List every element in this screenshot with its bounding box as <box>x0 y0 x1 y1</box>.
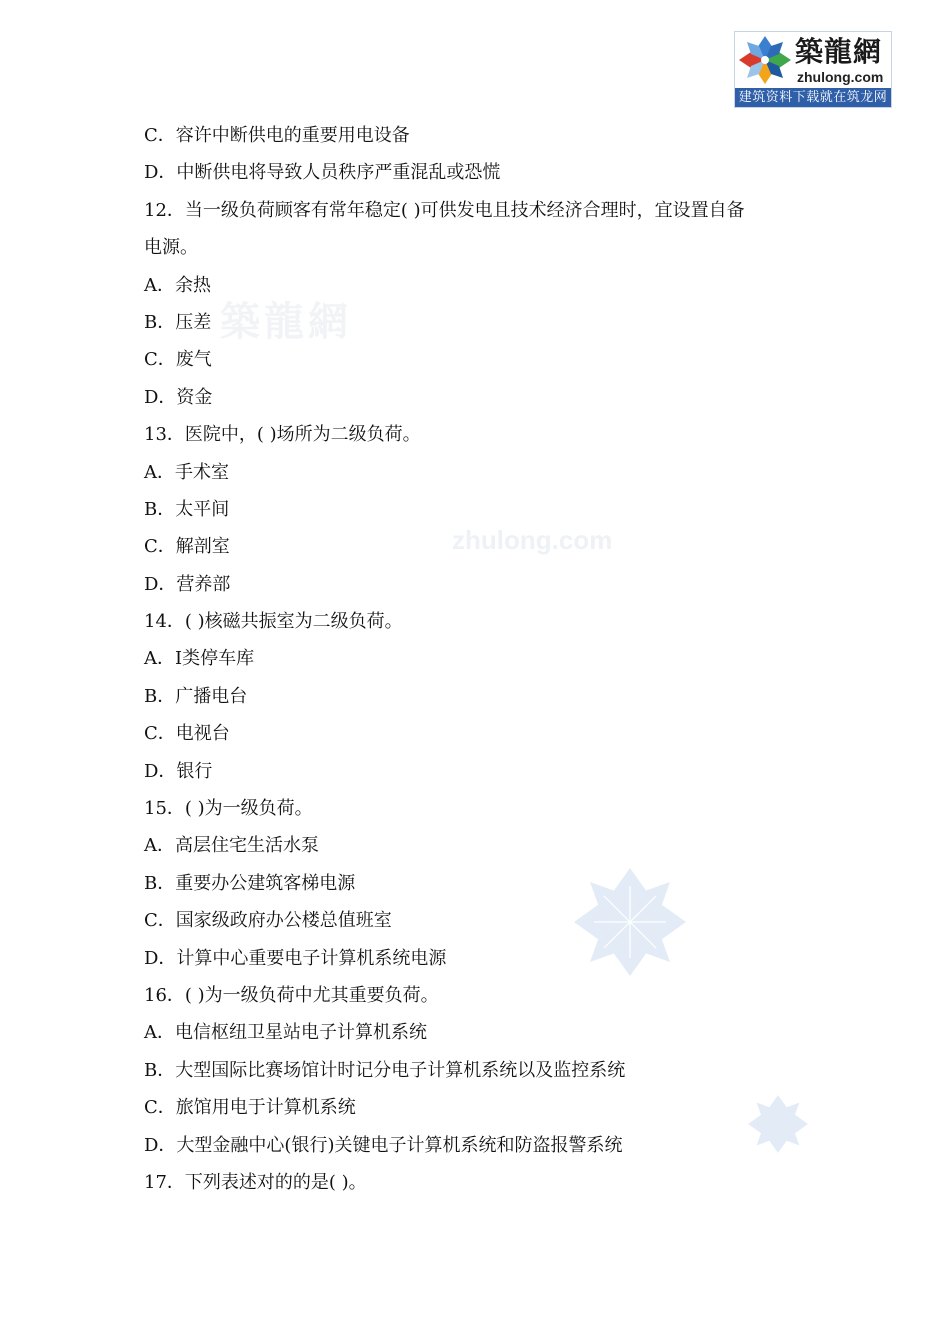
question-17-line: 17．下列表述对的的是( )。 <box>144 1171 367 1193</box>
question-16-line: 16．( )为一级负荷中尤其重要负荷。 <box>144 984 439 1006</box>
question-15-line: 15．( )为一级负荷。 <box>144 798 313 820</box>
watermark-text-en: zhulong.com <box>452 525 613 555</box>
logo-name-cn: 築龍網 <box>795 35 883 68</box>
q15-option-a: A．高层住宅生活水泵 <box>144 835 319 857</box>
q13-option-b: B．太平间 <box>144 498 230 520</box>
question-12-line: 12．当一级负荷顾客有常年稳定( )可供发电且技术经济合理时，宜设置自备 <box>144 199 745 221</box>
q14-option-c: C．电视台 <box>144 723 230 745</box>
zhulong-flower-logo-icon <box>737 34 793 86</box>
q16-option-d: D．大型金融中心(银行)关键电子计算机系统和防盗报警系统 <box>144 1134 623 1156</box>
question-14-line: 14．( )核磁共振室为二级负荷。 <box>144 611 403 633</box>
q14-option-b: B．广播电台 <box>144 685 248 707</box>
q12-option-a: A．余热 <box>144 274 211 296</box>
zhulong-logo <box>734 31 892 108</box>
document-body <box>144 117 804 1201</box>
q15-option-b: B．重要办公建筑客梯电源 <box>144 872 356 894</box>
logo-domain: zhulong.com <box>797 69 884 85</box>
q13-option-a: A．手术室 <box>144 461 229 483</box>
q15-option-d: D．计算中心重要电子计算机系统电源 <box>144 947 447 969</box>
q14-option-d: D．银行 <box>144 760 213 782</box>
option-d-line: D．中断供电将导致人员秩序严重混乱或恐慌 <box>144 162 501 184</box>
q12-option-d: D．资金 <box>144 386 213 408</box>
q13-option-d: D．营养部 <box>144 573 231 595</box>
q14-option-a: A．Ⅰ类停车库 <box>144 648 255 670</box>
q15-option-c: C．国家级政府办公楼总值班室 <box>144 910 392 932</box>
q12-option-c: C．废气 <box>144 349 212 371</box>
logo-slogan: 建筑资料下载就在筑龙网 <box>735 88 891 107</box>
option-c-line: C．容许中断供电的重要用电设备 <box>144 125 410 146</box>
q13-option-c: C．解剖室 <box>144 536 230 558</box>
question-13-line: 13．医院中，( )场所为二级负荷。 <box>144 424 421 446</box>
q16-option-a: A．电信枢纽卫星站电子计算机系统 <box>144 1022 427 1044</box>
question-12-continuation: 电源。 <box>144 237 198 259</box>
q16-option-c: C．旅馆用电于计算机系统 <box>144 1097 356 1119</box>
watermark-text-cn: 築龍網 <box>220 298 352 345</box>
q16-option-b: B．大型国际比赛场馆计时记分电子计算机系统以及监控系统 <box>144 1059 626 1081</box>
q12-option-b: B．压差 <box>144 311 212 333</box>
